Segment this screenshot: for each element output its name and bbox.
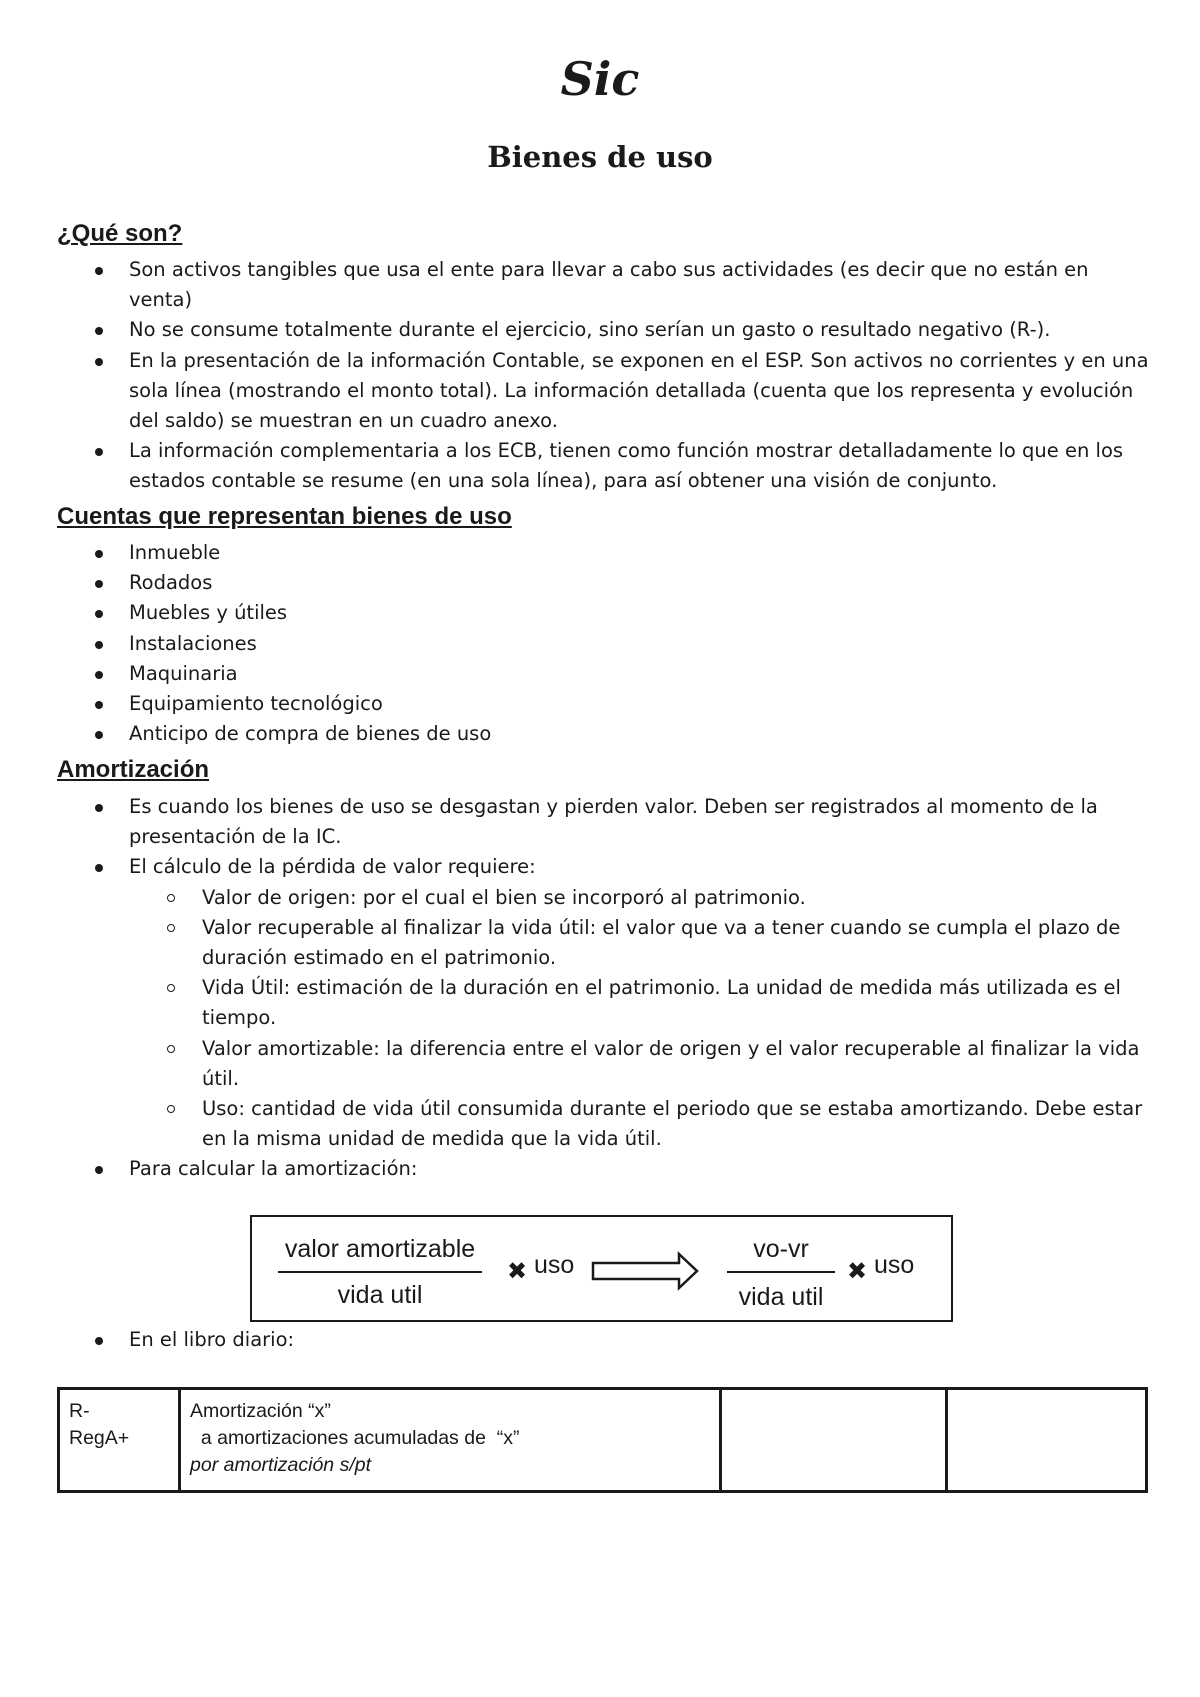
table-row [59, 1389, 1147, 1492]
list-item: En la presentación de la información Contable, se exponen en el ESP. Son activos no corrientes y en una sola línea (mostrando el monto total). La información detallada (cuenta que los representa y evolución del saldo) se muestran en un cuadro anexo. [57, 346, 1152, 437]
document-title: Sic [560, 52, 640, 106]
diario-list [57, 1325, 1152, 1355]
list-item: Equipamiento tecnológico [57, 689, 1152, 719]
list-item: Son activos tangibles que usa el ente para llevar a cabo sus actividades (es decir que no están en venta) [57, 255, 1152, 315]
sublist-item: Valor recuperable al finalizar la vida útil: el valor que va a tener cuando se cumpla el plazo de duración estimado en el patrimonio. [129, 913, 1152, 973]
journal-code: RegA+ [69, 1427, 130, 1449]
formula-right-numerator: vo-vr [753, 1235, 809, 1263]
formula-right-denominator: vida util [738, 1283, 824, 1311]
journal-code: R- [69, 1400, 90, 1422]
journal-codes-cell [59, 1389, 180, 1492]
amortizacion-sublist [129, 883, 1152, 1155]
que-son-list [57, 255, 1152, 497]
formula-left-denominator: vida util [337, 1281, 423, 1309]
list-item: En el libro diario: [57, 1325, 1152, 1355]
list-item: Maquinaria [57, 659, 1152, 689]
cuentas-list [57, 538, 1152, 749]
document-subtitle: Bienes de uso [487, 140, 713, 174]
multiply-icon: ✖ [506, 1258, 528, 1285]
formula-left-numerator: valor amortizable [284, 1235, 476, 1263]
formula-left-factor: uso [534, 1251, 575, 1279]
journal-line: por amortización s/pt [190, 1454, 371, 1476]
formula-right-factor: uso [874, 1251, 915, 1279]
journal-description-cell [180, 1389, 721, 1492]
list-item: Muebles y útiles [57, 598, 1152, 628]
heading-amortizacion: Amortización [57, 756, 210, 783]
sublist-item: Uso: cantidad de vida útil consumida durante el periodo que se estaba amortizando. Debe estar en la misma unidad de medida que la vida útil. [129, 1094, 1152, 1154]
list-item-text: El cálculo de la pérdida de valor requiere: [129, 855, 536, 879]
list-item: La información complementaria a los ECB, tienen como función mostrar detalladamente lo que en los estados contable se resume (en una sola línea), para así obtener una visión de conjunto. [57, 436, 1152, 496]
list-item [57, 852, 1152, 1154]
journal-line: Amortización “x” [190, 1400, 331, 1422]
journal-debit-cell [721, 1389, 947, 1492]
list-item: Para calcular la amortización: [57, 1154, 1152, 1184]
list-item: No se consume totalmente durante el ejercicio, sino serían un gasto o resultado negativo (R-). [57, 315, 1152, 345]
list-item: Instalaciones [57, 629, 1152, 659]
arrow-right-icon [593, 1254, 697, 1288]
list-item: Inmueble [57, 538, 1152, 568]
journal-entry-table [57, 1387, 1148, 1493]
multiply-icon: ✖ [846, 1258, 868, 1285]
heading-que-son: ¿Qué son? [57, 220, 183, 247]
journal-credit-cell [947, 1389, 1147, 1492]
list-item: Rodados [57, 568, 1152, 598]
amortization-formula [250, 1215, 953, 1322]
list-item: Es cuando los bienes de uso se desgastan y pierden valor. Deben ser registrados al momento de la presentación de la IC. [57, 792, 1152, 852]
list-item: Anticipo de compra de bienes de uso [57, 719, 1152, 749]
amortizacion-list [57, 792, 1152, 1185]
sublist-item: Vida Útil: estimación de la duración en el patrimonio. La unidad de medida más utilizada es el tiempo. [129, 973, 1152, 1033]
heading-cuentas: Cuentas que representan bienes de uso [57, 503, 512, 530]
sublist-item: Valor de origen: por el cual el bien se incorporó al patrimonio. [129, 883, 1152, 913]
sublist-item: Valor amortizable: la diferencia entre el valor de origen y el valor recuperable al finalizar la vida útil. [129, 1034, 1152, 1094]
journal-line: a amortizaciones acumuladas de “x” [190, 1427, 520, 1449]
